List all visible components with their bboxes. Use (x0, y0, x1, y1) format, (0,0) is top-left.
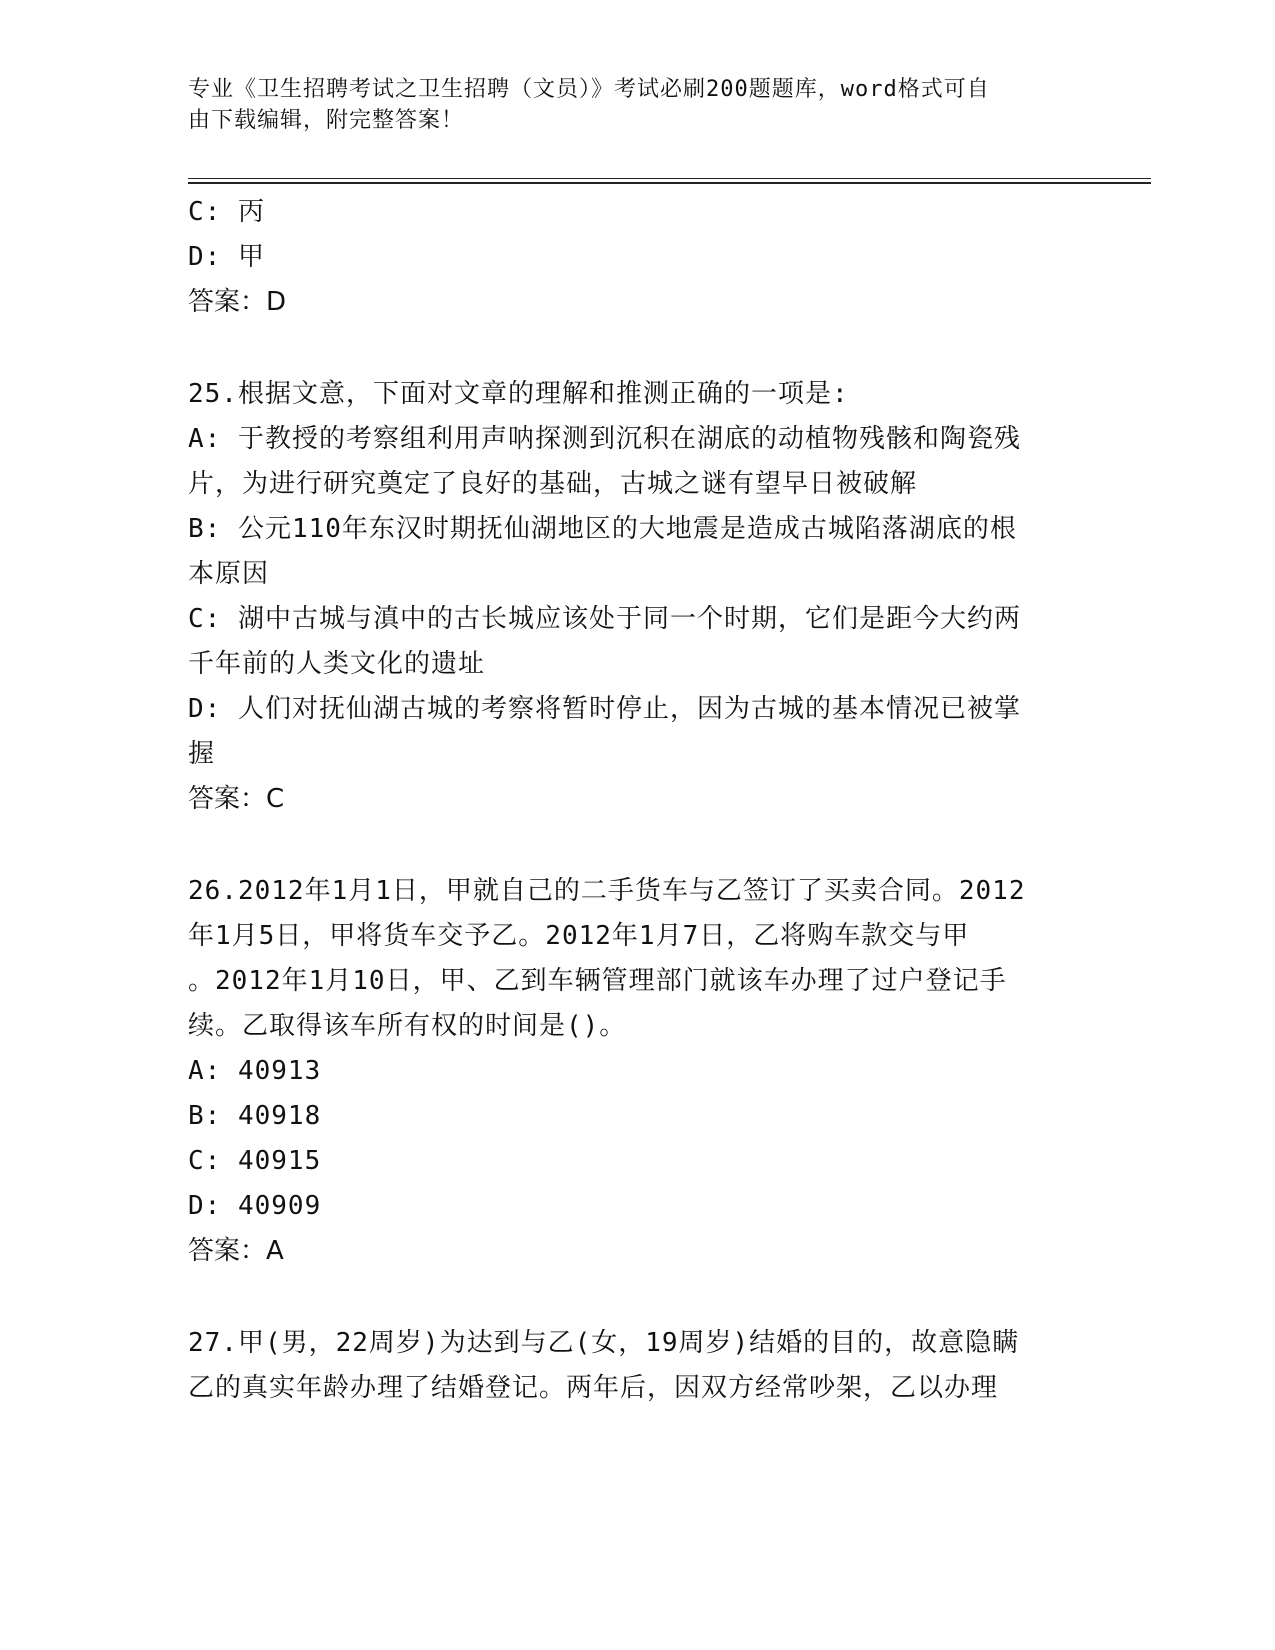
header-line-1: 专业《卫生招聘考试之卫生招聘（文员）》考试必刷200题题库，word格式可自 (188, 77, 990, 102)
question-stem-line-1: 26.2012年1月1日，甲就自己的二手货车与乙签订了买卖合同。2012 (188, 876, 1026, 906)
question-stem-line-1: 27.甲(男，22周岁)为达到与乙(女，19周岁)结婚的目的，故意隐瞒 (188, 1328, 1020, 1358)
option-d: D: 人们对抚仙湖古城的考察将暂时停止，因为古城的基本情况已被掌 (188, 694, 1021, 724)
option-a: A: 于教授的考察组利用声呐探测到沉积在湖底的动植物残骸和陶瓷残 (188, 424, 1021, 454)
question-27 (188, 1321, 1088, 1411)
question-stem-line-4: 续。乙取得该车所有权的时间是()。 (188, 1011, 627, 1041)
option-a-cont: 片，为进行研究奠定了良好的基础，古城之谜有望早日被破解 (188, 469, 918, 499)
option-d: D: 甲 (188, 242, 265, 272)
option-c: C: 丙 (188, 197, 265, 227)
header-rule-top (188, 178, 1151, 179)
question-stem-line-2: 年1月5日，甲将货车交予乙。2012年1月7日，乙将购车款交与甲 (188, 921, 970, 951)
option-d-cont: 握 (188, 739, 216, 769)
question-stem-line-2: 乙的真实年龄办理了结婚登记。两年后，因双方经常吵架，乙以办理 (188, 1373, 999, 1403)
option-b-cont: 本原因 (188, 559, 270, 589)
option-d: D: 40909 (188, 1191, 322, 1221)
answer: 答案：A (188, 1236, 284, 1266)
header-line-2: 由下载编辑，附完整答案！ (188, 108, 465, 133)
answer: 答案：D (188, 287, 287, 317)
document-header (188, 74, 1068, 136)
option-c: C: 湖中古城与滇中的古长城应该处于同一个时期，它们是距今大约两 (188, 604, 1021, 634)
question-26 (188, 869, 1088, 1274)
answer: 答案：C (188, 784, 285, 814)
spacer (188, 1274, 1088, 1321)
question-stem: 25.根据文意，下面对文章的理解和推测正确的一项是: (188, 379, 849, 409)
option-c-cont: 千年前的人类文化的遗址 (188, 649, 486, 679)
spacer (188, 325, 1088, 372)
option-a: A: 40913 (188, 1056, 322, 1086)
header-rule-bottom (188, 182, 1151, 184)
question-24-tail (188, 190, 1088, 325)
option-c: C: 40915 (188, 1146, 322, 1176)
question-25 (188, 372, 1088, 822)
option-b: B: 40918 (188, 1101, 322, 1131)
option-b: B: 公元110年东汉时期抚仙湖地区的大地震是造成古城陷落湖底的根 (188, 514, 1017, 544)
spacer (188, 822, 1088, 869)
question-stem-line-3: 。2012年1月10日，甲、乙到车辆管理部门就该车办理了过户登记手 (188, 966, 1007, 996)
document-body (188, 190, 1088, 1411)
